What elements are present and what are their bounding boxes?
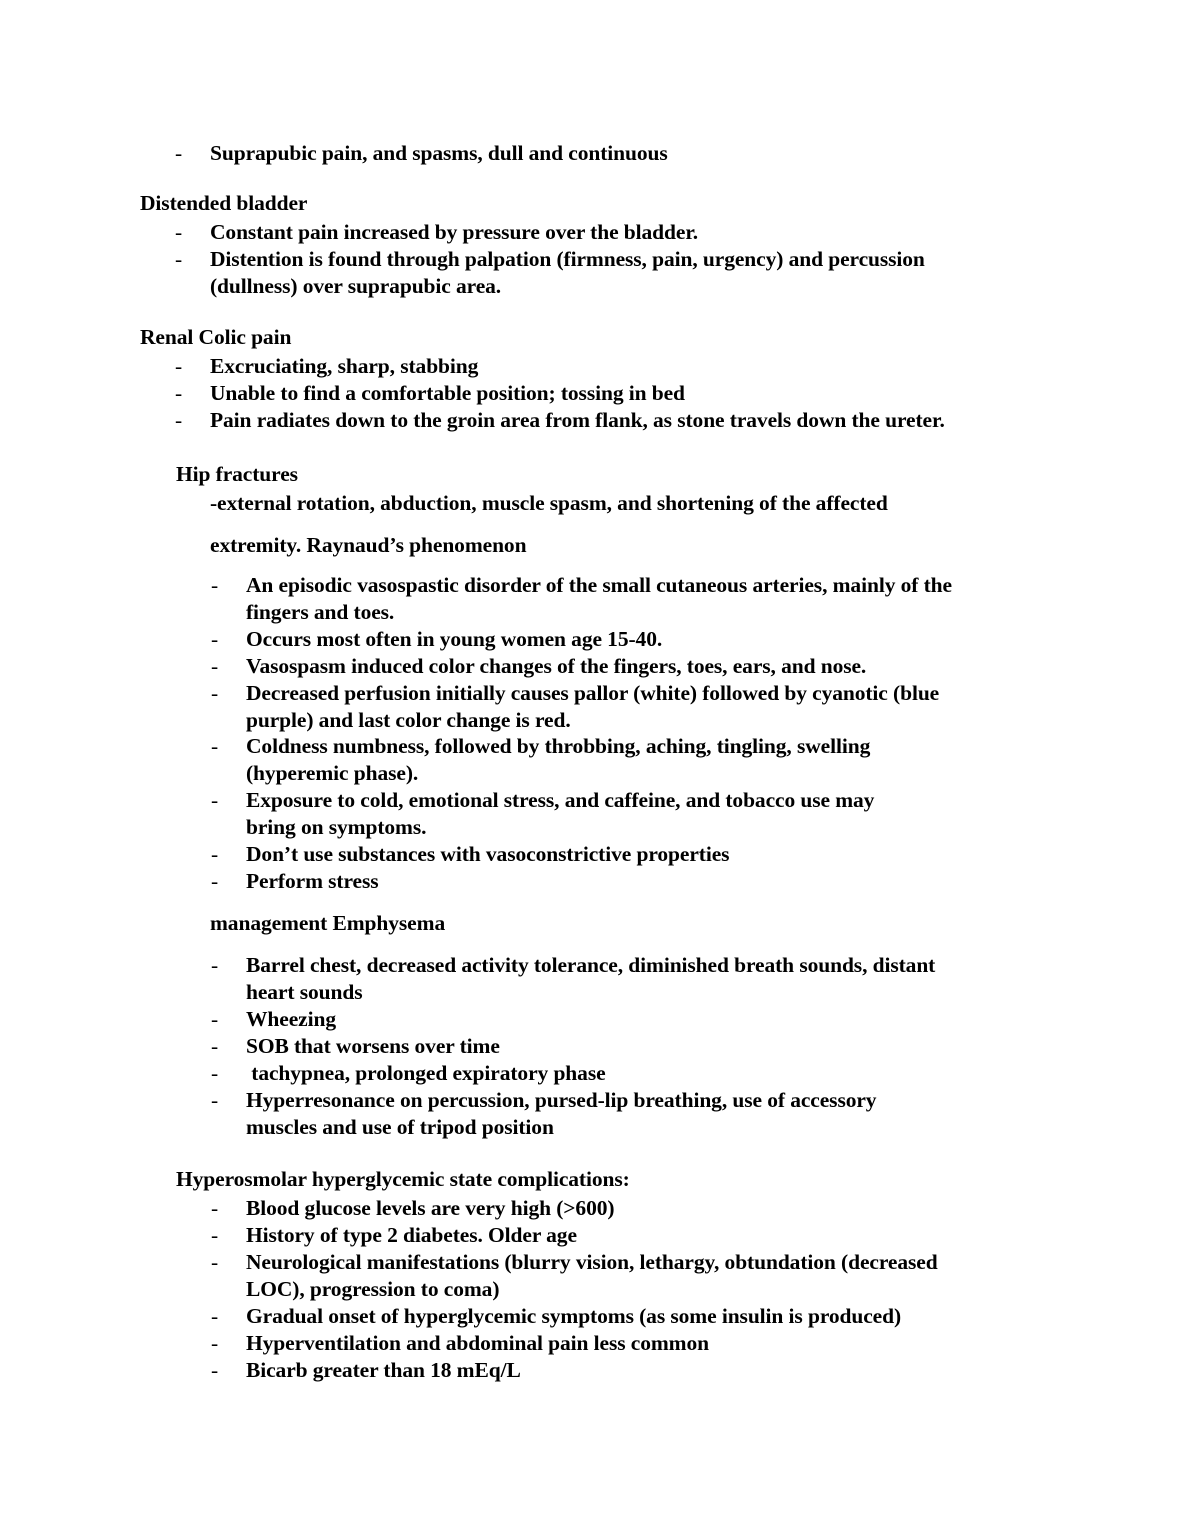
list-item: Blood glucose levels are very high (>600) (246, 1196, 615, 1220)
bullet-dash: - (211, 869, 219, 893)
list-item: SOB that worsens over time (246, 1034, 500, 1058)
list-item-continuation: muscles and use of tripod position (246, 1115, 554, 1139)
list-item-continuation: bring on symptoms. (246, 815, 427, 839)
bullet-dash: - (211, 1223, 219, 1247)
list-item: Vasospasm induced color changes of the fingers, toes, ears, and nose. (246, 654, 867, 678)
list-item: Coldness numbness, followed by throbbing, aching, tingling, swelling (246, 734, 871, 758)
list-item: Unable to find a comfortable position; tossing in bed (210, 381, 685, 405)
bullet-dash: - (175, 408, 183, 432)
list-item-continuation: LOC), progression to coma) (246, 1277, 500, 1301)
list-item-continuation: heart sounds (246, 980, 363, 1004)
list-item: An episodic vasospastic disorder of the small cutaneous arteries, mainly of the (246, 573, 952, 597)
list-item: History of type 2 diabetes. Older age (246, 1223, 577, 1247)
list-item: Exposure to cold, emotional stress, and caffeine, and tobacco use may (246, 788, 875, 812)
bullet-dash: - (211, 654, 219, 678)
bullet-dash: - (211, 1034, 219, 1058)
bullet-dash: - (211, 1088, 219, 1112)
bullet-dash: - (211, 953, 219, 977)
list-item: Decreased perfusion initially causes pallor (white) followed by cyanotic (blue (246, 681, 940, 705)
section-heading-distended-bladder: Distended bladder (140, 191, 308, 215)
bullet-dash: - (211, 1331, 219, 1355)
bullet-dash: - (211, 1250, 219, 1274)
list-item: Excruciating, sharp, stabbing (210, 354, 479, 378)
list-item: Neurological manifestations (blurry vision, lethargy, obtundation (decreased (246, 1250, 938, 1274)
bullet-dash: - (175, 354, 183, 378)
list-item: Distention is found through palpation (firmness, pain, urgency) and percussion (210, 247, 925, 271)
list-item: Occurs most often in young women age 15-40. (246, 627, 663, 651)
section-heading-hyperosmolar: Hyperosmolar hyperglycemic state complications: (176, 1167, 630, 1191)
list-item: Barrel chest, decreased activity tolerance, diminished breath sounds, distant (246, 953, 936, 977)
paragraph-line: -external rotation, abduction, muscle spasm, and shortening of the affected (210, 491, 888, 515)
bullet-dash: - (175, 220, 183, 244)
list-item: Wheezing (246, 1007, 336, 1031)
list-item: Hyperventilation and abdominal pain less common (246, 1331, 709, 1355)
list-item: Constant pain increased by pressure over the bladder. (210, 220, 699, 244)
paragraph-line: extremity. Raynaud’s phenomenon (210, 533, 527, 557)
list-item-continuation: purple) and last color change is red. (246, 708, 571, 732)
list-item-continuation: (dullness) over suprapubic area. (210, 274, 502, 298)
list-item: Suprapubic pain, and spasms, dull and continuous (210, 141, 668, 165)
bullet-dash: - (175, 247, 183, 271)
bullet-dash: - (211, 842, 219, 866)
list-item: tachypnea, prolonged expiratory phase (246, 1061, 606, 1085)
bullet-dash: - (211, 681, 219, 705)
list-item: Gradual onset of hyperglycemic symptoms (as some insulin is produced) (246, 1304, 902, 1328)
list-item: Bicarb greater than 18 mEq/L (246, 1358, 521, 1382)
section-heading-renal-colic: Renal Colic pain (140, 325, 292, 349)
list-item: Don’t use substances with vasoconstrictive properties (246, 842, 730, 866)
bullet-dash: - (211, 1196, 219, 1220)
bullet-dash: - (211, 627, 219, 651)
bullet-dash: - (211, 788, 219, 812)
list-item-continuation: (hyperemic phase). (246, 761, 419, 785)
list-item: Hyperresonance on percussion, pursed-lip breathing, use of accessory (246, 1088, 877, 1112)
bullet-dash: - (211, 1061, 219, 1085)
bullet-dash: - (211, 573, 219, 597)
section-heading-emphysema: management Emphysema (210, 911, 446, 935)
bullet-dash: - (211, 1007, 219, 1031)
list-item-continuation: fingers and toes. (246, 600, 395, 624)
bullet-dash: - (211, 1358, 219, 1382)
bullet-dash: - (211, 734, 219, 758)
section-heading-hip-fractures: Hip fractures (176, 462, 298, 486)
bullet-dash: - (175, 141, 183, 165)
list-item: Perform stress (246, 869, 379, 893)
bullet-dash: - (175, 381, 183, 405)
bullet-dash: - (211, 1304, 219, 1328)
list-item: Pain radiates down to the groin area from flank, as stone travels down the ureter. (210, 408, 945, 432)
